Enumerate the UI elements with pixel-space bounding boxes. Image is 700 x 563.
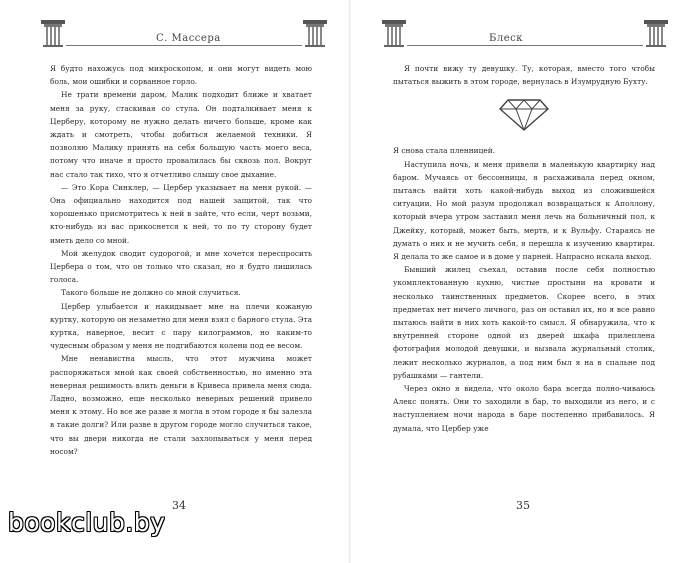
column-icon [302,20,328,50]
column-icon [40,20,66,50]
header-rule [66,45,302,46]
left-page-body [50,62,312,458]
paragraph: Такого больше не должно со мной случиться. [61,288,241,298]
paragraph: Бывший жилец съехал, оставив после себя полностью укомплектованную кухню, чистые простыни на кровати и несколько таинственных предметов. Скорее всего, в этих предметах нет ничего личного, раз он оставил их, но я все равно пытаюсь найти в них хоть какой-то смысл. Я обнаружила, что к внутренней стороне одной из дверей шкафа прилеплена фотография молодой девушки, и вызвала журнальный столик, лежит несколько журналов, а под ним был я на в спальне под рубашками — гантели. [393,265,655,380]
paragraph: — Это Кора Синклер, — Цербер указывает на меня рукой. — Она официально находится под нашей защитой, так что хорошенько присмотритесь к ней в зайте, что если, черт возьми, кто-нибудь из вас прикоснется к ней, то по ту сторону будет иметь дело со мной. [50,182,312,245]
paragraph: Не трати времени даром, Малик подходит ближе и хватает меня за руку, стаскивая со стула. Он подталкивает меня к Церберу, которому не нужно делать ничего больше, кроме как ждать и смотреть, чтобы добиться желаемой техники. Я позволяю Малику принять на себя большую часть моего веса, потому что иначе я просто провалилась бы сквозь пол. Вокруг нас стало так тихо, что я отчетливо слышу свое дыхание. [50,90,312,179]
diamond-icon [498,96,550,132]
page-number: 34 [172,499,186,512]
paragraph: Я почти вижу ту девушку. Ту, которая, вместо того чтобы пытаться выжить в этом городе, вернулась в Изумрудную Бухту. [393,64,655,87]
site-watermark: bookclub.by [8,508,166,537]
paragraph: Через окно я видела, что около бара всегда полно-чиваюсь Алекс понять. Они то заходили в бар, то выходили из него, и с наступлением ночи народа в баре постепенно прибавилось. Я думала, что Цербер уже [393,384,655,433]
page-number: 35 [516,499,530,512]
right-page-body [393,62,655,435]
paragraph: Я будто нахожусь под микроскопом, и они могут видеть мою боль, мои ошибки и сорванное горло. [50,64,312,87]
right-running-header [375,20,665,50]
paragraph: Наступила ночь, и меня привели в маленькую квартирку над баром. Мучаясь от бессонницы, я расхаживала перед окном, пытаясь найти хоть какой-нибудь выход из сложившейся ситуации. Но мой разум продолжал возвращаться к Аполлону, который вчера утром заставил меня лечь на больничный пол, к Джейку, который, может быть, мертв, и к Вульфу. Стараясь не думать о них и не мучить себя, я перешла к изучению квартиры. Я делала то же самое и в доме у парней. Напрасно искала выход. [393,159,655,262]
column-icon [643,20,669,50]
running-header-author: С. Массера [156,33,221,44]
paragraph: Я снова стала пленницей. [393,146,496,156]
left-running-header [40,20,330,50]
running-header-title: Блеск [489,33,523,44]
paragraph: Мой желудок сводит судорогой, и мне хочется переспросить Цербера о том, что он только что сказал, но я будто лишилась голоса. [50,248,312,285]
column-icon [381,20,407,50]
header-rule [407,45,643,46]
paragraph: Цербер улыбается и накидывает мне на плечи кожаную куртку, которую он незаметно для меня взял с барного стула. Эта куртка, наверное, весит с пару килограммов, но каким-то чудесным образом у меня не подгибаются колени под ее весом. [50,301,312,351]
paragraph: Мне ненавистна мысль, что этот мужчина может распоряжаться мной как своей собственностью, но именно эта неверная решимость влить деньги в Кривеса привела меня сюда. Ладно, возможно, еще несколько неверных решений привело меня к этому. Но все же разве я могла в этом городе я бы залезла в такие долги? Или разве в другом городе могло случиться такое, что вы двери никогда не стали захлопываться у меня перед носом? [50,354,312,456]
right-page [350,0,700,563]
